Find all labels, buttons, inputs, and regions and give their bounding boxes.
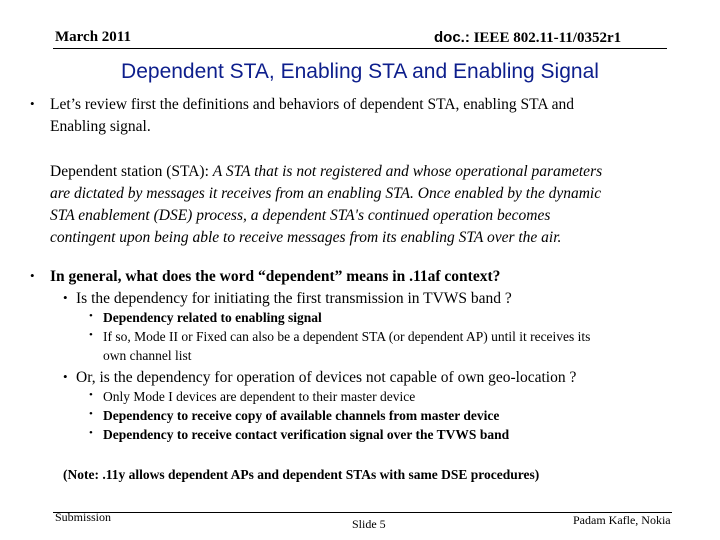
- q1-item-a: Dependency related to enabling signal: [103, 310, 322, 325]
- footer-author: Padam Kafle, Nokia: [573, 513, 671, 527]
- bullet-question: •: [30, 268, 35, 283]
- definition-line-1: [50, 161, 602, 183]
- header-rule: [53, 48, 667, 49]
- bullet-q1-b: •: [89, 329, 93, 341]
- q2-item-b: Dependency to receive copy of available channels from master device: [103, 408, 500, 423]
- question-1: Is the dependency for initiating the first transmission in TVWS band ?: [76, 290, 512, 307]
- intro-line-1: Let’s review first the definitions and behaviors of dependent STA, enabling STA and: [50, 96, 574, 113]
- bullet-q2: •: [63, 369, 68, 384]
- bullet-q2-c: •: [89, 427, 93, 439]
- question-main: In general, what does the word “dependent” means in .11af context?: [50, 268, 501, 285]
- q1-item-b-line-1: If so, Mode II or Fixed can also be a dependent STA (or dependent AP) until it receives its: [103, 329, 591, 344]
- definition-term: Dependent station (STA):: [50, 163, 209, 180]
- definition-text-4: contingent upon being able to receive messages from its enabling STA over the air.: [50, 229, 562, 246]
- header-doc-number: [434, 29, 621, 47]
- definition-text-3: STA enablement (DSE) process, a dependent STA's continued operation becomes: [50, 207, 551, 224]
- note-text: (Note: .11y allows dependent APs and dependent STAs with same DSE procedures): [63, 467, 540, 482]
- bullet-q2-a: •: [89, 389, 93, 401]
- q2-item-c: Dependency to receive contact verification signal over the TVWS band: [103, 427, 510, 442]
- slide-title: Dependent STA, Enabling STA and Enabling Signal: [121, 60, 599, 83]
- footer-slide-number: Slide 5: [352, 517, 386, 531]
- q1-item-b-line-2: own channel list: [103, 348, 192, 363]
- doc-label: doc.:: [434, 29, 470, 46]
- question-2: Or, is the dependency for operation of devices not capable of own geo-location ?: [76, 369, 577, 386]
- intro-line-2: Enabling signal.: [50, 118, 151, 135]
- bullet-q1-a: •: [89, 310, 93, 322]
- definition-text-1: A STA that is not registered and whose operational parameters: [212, 163, 603, 180]
- footer-submission: Submission: [55, 510, 112, 524]
- bullet-q1: •: [63, 290, 68, 305]
- bullet-q2-b: •: [89, 408, 93, 420]
- q2-item-a: Only Mode I devices are dependent to their master device: [103, 389, 416, 404]
- bullet-intro: •: [30, 96, 35, 111]
- header-date: March 2011: [55, 29, 131, 45]
- doc-number: IEEE 802.11-11/0352r1: [473, 30, 622, 46]
- definition-text-2: are dictated by messages it receives from an enabling STA. Once enabled by the dynamic: [50, 185, 602, 202]
